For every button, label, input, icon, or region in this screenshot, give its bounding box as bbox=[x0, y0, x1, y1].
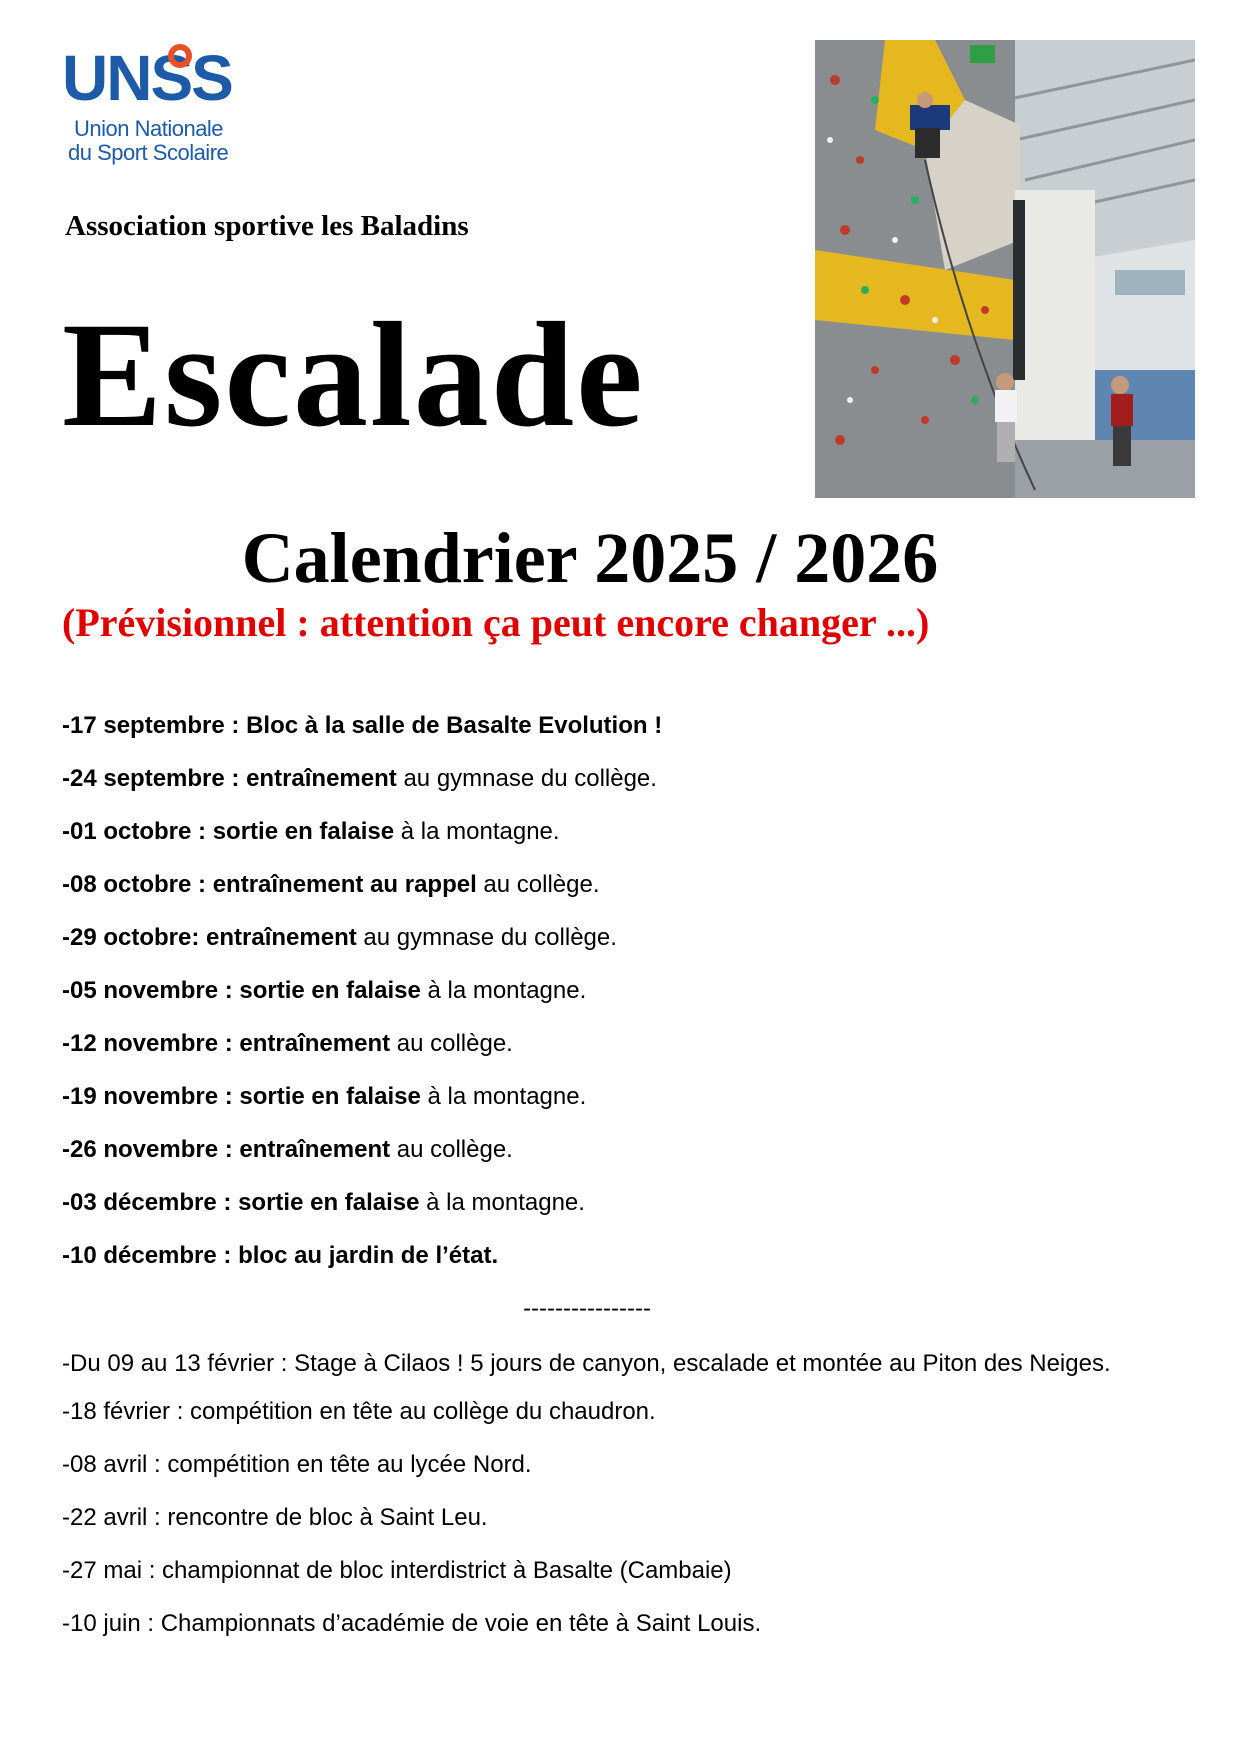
event-date-activity: -12 novembre : entraînement bbox=[62, 1030, 391, 1057]
event-item: -08 avril : compétition en tête au lycée Nord. bbox=[62, 1451, 532, 1478]
logo-line-2: du Sport Scolaire bbox=[68, 140, 229, 165]
event-item bbox=[62, 863, 1182, 916]
event-location: au gymnase du collège. bbox=[396, 765, 657, 792]
event-location: au collège. bbox=[390, 1030, 513, 1057]
climbing-wall-photo bbox=[815, 40, 1195, 498]
logo-line-1: Union Nationale bbox=[74, 116, 224, 141]
event-item: -22 avril : rencontre de bloc à Saint Leu. bbox=[62, 1504, 488, 1531]
event-item bbox=[62, 1234, 1182, 1287]
event-location: au collège. bbox=[390, 1136, 513, 1163]
event-item bbox=[62, 1022, 1182, 1075]
calendar-title: Calendrier 2025 / 2026 bbox=[241, 518, 939, 598]
event-item bbox=[62, 969, 1182, 1022]
event-item bbox=[62, 1181, 1182, 1234]
event-date-activity: -17 septembre : Bloc à la salle de Basalte Evolution ! bbox=[62, 712, 663, 739]
event-item: -27 mai : championnat de bloc interdistrict à Basalte (Cambaie) bbox=[62, 1557, 732, 1584]
event-item: -18 février : compétition en tête au collège du chaudron. bbox=[62, 1398, 656, 1425]
event-location: à la montagne. bbox=[419, 1189, 585, 1216]
event-location: à la montagne. bbox=[420, 977, 587, 1004]
event-location: à la montagne. bbox=[394, 818, 560, 845]
separator: ---------------- bbox=[523, 1295, 651, 1322]
unss-logo bbox=[62, 42, 272, 172]
association-name: Association sportive les Baladins bbox=[65, 210, 469, 242]
event-item: -Du 09 au 13 février : Stage à Cilaos ! 5 jours de canyon, escalade et montée au Piton des Neiges. bbox=[62, 1350, 1111, 1377]
page-title: Escalade bbox=[62, 292, 645, 458]
unss-logo-mark bbox=[62, 42, 272, 114]
events-list bbox=[62, 704, 1182, 1655]
event-date-activity: -05 novembre : sortie en falaise bbox=[62, 977, 421, 1004]
event-item: -10 juin : Championnats d’académie de voie en tête à Saint Louis. bbox=[62, 1610, 762, 1637]
event-location: au collège. bbox=[476, 871, 600, 898]
event-date-activity: -03 décembre : sortie en falaise bbox=[62, 1189, 420, 1216]
event-location: au gymnase du collège. bbox=[356, 924, 617, 951]
logo-acronym: UNSS bbox=[62, 42, 232, 114]
event-item bbox=[62, 916, 1182, 969]
event-date-activity: -01 octobre : sortie en falaise bbox=[62, 818, 395, 845]
event-date-activity: -29 octobre: entraînement bbox=[62, 924, 357, 951]
event-date-activity: -08 octobre : entraînement au rappel bbox=[62, 871, 477, 898]
event-date-activity: -26 novembre : entraînement bbox=[62, 1136, 391, 1163]
event-item bbox=[62, 704, 1182, 757]
event-date-activity: -19 novembre : sortie en falaise bbox=[62, 1083, 421, 1110]
event-item bbox=[62, 1075, 1182, 1128]
event-date-activity: -10 décembre : bloc au jardin de l’état. bbox=[62, 1242, 499, 1269]
calendar-subtitle: (Prévisionnel : attention ça peut encore changer ...) bbox=[62, 600, 930, 645]
event-item bbox=[62, 810, 1182, 863]
event-item bbox=[62, 1128, 1182, 1181]
event-item bbox=[62, 757, 1182, 810]
event-date-activity: -24 septembre : entraînement bbox=[62, 765, 397, 792]
event-location: à la montagne. bbox=[420, 1083, 587, 1110]
